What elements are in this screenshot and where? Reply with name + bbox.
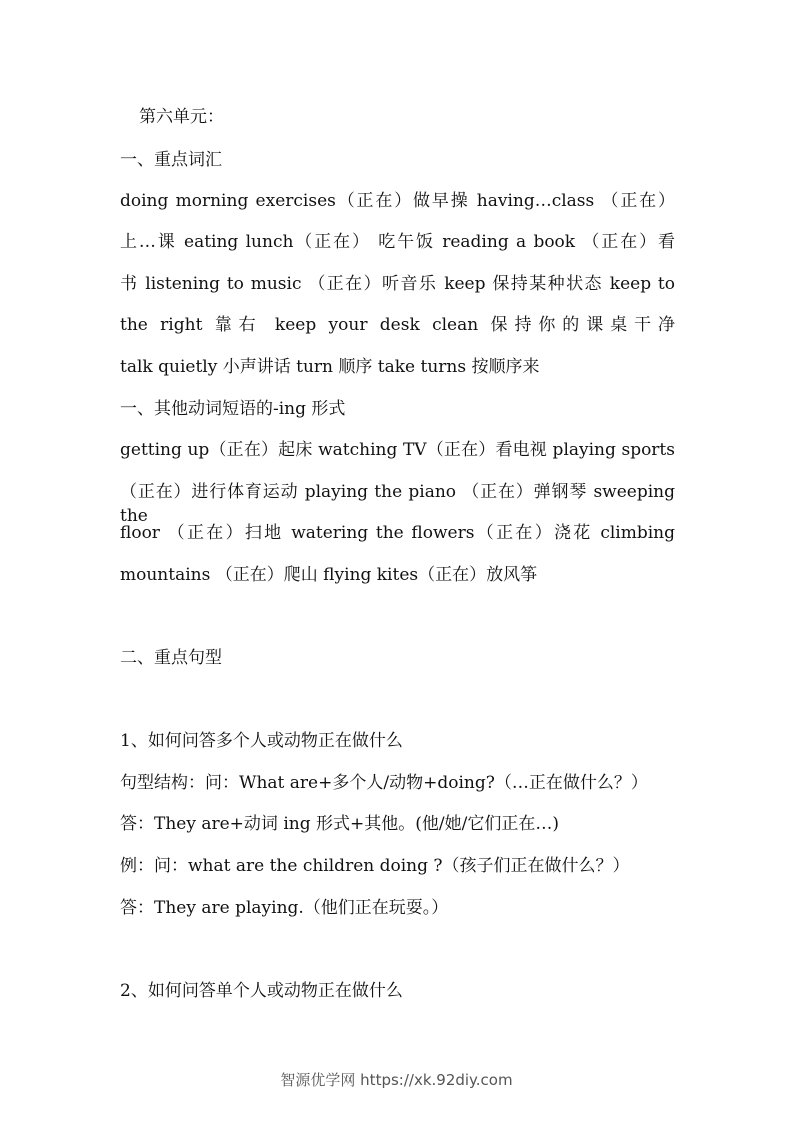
- footer-watermark: 智源优学网 https://xk.92diy.com: [280, 1071, 513, 1089]
- ing-line: （正在）进行体育运动 playing the piano （正在）弹钢琴 sweeping the: [120, 482, 675, 526]
- ing-line: getting up（正在）起床 watching TV（正在）看电视 playing sports: [120, 440, 675, 460]
- vocab-line: 上…课 eating lunch（正在） 吃午饭 reading a book （正在）看: [120, 232, 675, 252]
- question-heading-1: 1、如何问答多个人或动物正在做什么: [120, 731, 403, 751]
- pattern-line: 句型结构：问：What are+多个人/动物+doing?（…正在做什么？）: [120, 773, 648, 793]
- pattern-line: 答：They are playing.（他们正在玩耍。）: [120, 898, 449, 918]
- vocab-line: talk quietly 小声讲话 turn 顺序 take turns 按顺序来: [120, 357, 540, 377]
- section-heading-ing-forms: 一、其他动词短语的-ing 形式: [120, 399, 346, 419]
- section-heading-vocabulary: 一、重点词汇: [120, 150, 222, 170]
- section-heading-sentence-patterns: 二、重点句型: [120, 648, 222, 668]
- vocab-line: 书 listening to music （正在）听音乐 keep 保持某种状态 keep to: [120, 274, 675, 294]
- vocab-line: the right 靠右 keep your desk clean 保持你的课桌干净: [120, 315, 675, 335]
- unit-title: 第六单元：: [139, 107, 224, 127]
- ing-line: floor （正在）扫地 watering the flowers（正在）浇花 climbing: [120, 523, 675, 543]
- question-heading-2: 2、如何问答单个人或动物正在做什么: [120, 981, 403, 1001]
- ing-line: mountains （正在）爬山 flying kites（正在）放风筝: [120, 565, 538, 585]
- pattern-line: 例：问：what are the children doing ?（孩子们正在做什么？）: [120, 856, 630, 876]
- vocab-line: doing morning exercises（正在）做早操 having…class （正在）: [120, 191, 675, 211]
- pattern-line: 答：They are+动词 ing 形式+其他。(他/她/它们正在…): [120, 814, 559, 834]
